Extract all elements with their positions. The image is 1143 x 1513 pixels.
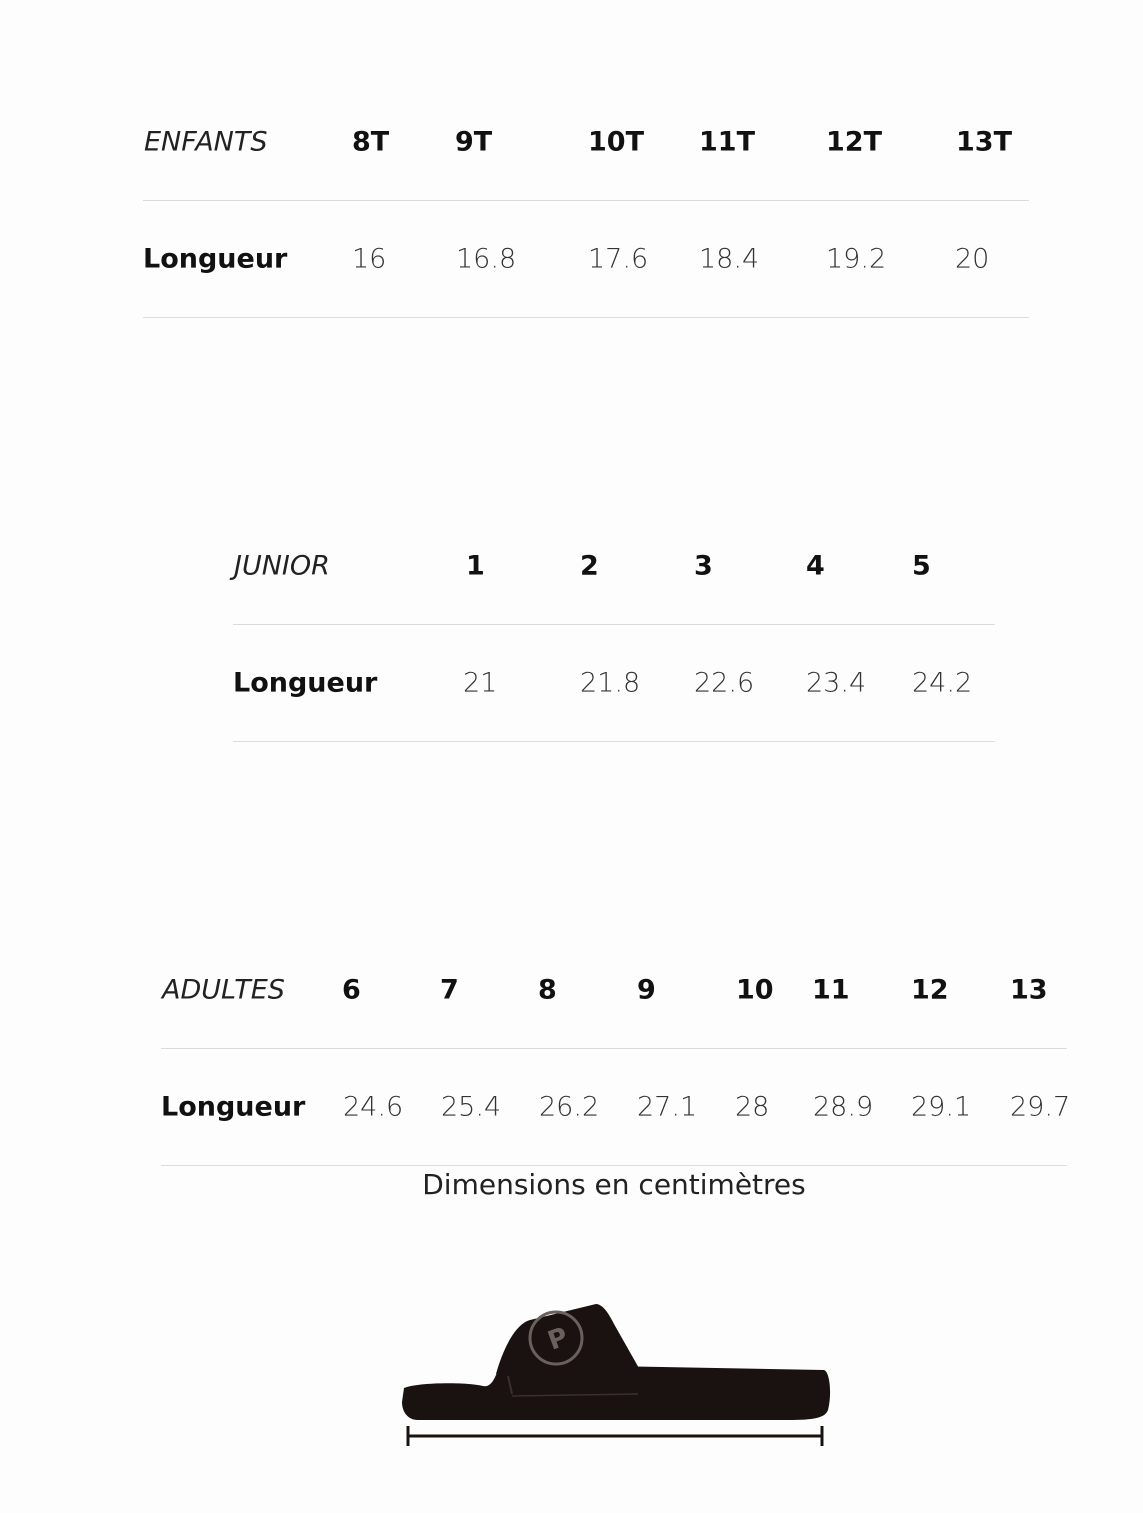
size-cell: 4: [806, 550, 825, 582]
length-value: 29.7: [1010, 1091, 1071, 1123]
length-label: Longueur: [143, 243, 288, 275]
length-row: [143, 201, 1029, 318]
length-value: 26.2: [539, 1091, 600, 1123]
sandal-illustration: [388, 1282, 848, 1458]
length-value: 24.2: [912, 667, 973, 699]
size-cell: 5: [912, 550, 931, 582]
length-value: 22.6: [694, 667, 755, 699]
size-cell: 11: [812, 974, 850, 1006]
length-label: Longueur: [161, 1091, 306, 1123]
size-cell: 11T: [699, 126, 755, 158]
category-label: ADULTES: [162, 974, 285, 1006]
size-cell: 10T: [588, 126, 644, 158]
size-table-junior: [233, 508, 995, 742]
size-cell: 8: [538, 974, 557, 1006]
length-value: 27.1: [637, 1091, 698, 1123]
slide-sandal-icon: [388, 1282, 848, 1458]
length-value: 17.6: [588, 243, 649, 275]
category-label: JUNIOR: [234, 550, 330, 582]
size-cell: 1: [466, 550, 485, 582]
size-cell: 12T: [826, 126, 882, 158]
size-table-adultes: [161, 932, 1071, 1166]
length-value: 29.1: [911, 1091, 972, 1123]
size-cell: 9T: [455, 126, 493, 158]
size-cell: 12: [911, 974, 949, 1006]
length-row: [233, 625, 995, 742]
category-label: ENFANTS: [144, 126, 268, 158]
length-value: 18.4: [699, 243, 760, 275]
length-value: 21: [463, 667, 498, 699]
size-cell: 3: [694, 550, 713, 582]
length-value: 19.2: [826, 243, 887, 275]
svg-text:P: P: [544, 1322, 573, 1357]
length-label: Longueur: [233, 667, 378, 699]
size-table-enfants: [143, 84, 1029, 318]
size-cell: 10: [736, 974, 774, 1006]
length-measure-icon: [408, 1426, 822, 1446]
dimensions-caption: Dimensions en centimètres: [422, 1168, 806, 1201]
size-cell: 13: [1010, 974, 1048, 1006]
length-value: 25.4: [441, 1091, 502, 1123]
size-cell: 2: [580, 550, 599, 582]
length-value: 16.8: [456, 243, 517, 275]
length-value: 16: [352, 243, 387, 275]
size-header-row: [161, 932, 1067, 1049]
size-cell: 8T: [352, 126, 390, 158]
length-value: 23.4: [806, 667, 867, 699]
size-cell: 6: [342, 974, 361, 1006]
length-value: 20: [955, 243, 990, 275]
length-value: 28: [735, 1091, 770, 1123]
size-header-row: [143, 84, 1029, 201]
length-value: 21.8: [580, 667, 641, 699]
length-value: 28.9: [813, 1091, 874, 1123]
size-header-row: [233, 508, 995, 625]
length-value: 24.6: [343, 1091, 404, 1123]
size-cell: 13T: [956, 126, 1012, 158]
size-cell: 7: [440, 974, 459, 1006]
size-cell: 9: [637, 974, 656, 1006]
length-row: [161, 1049, 1071, 1166]
